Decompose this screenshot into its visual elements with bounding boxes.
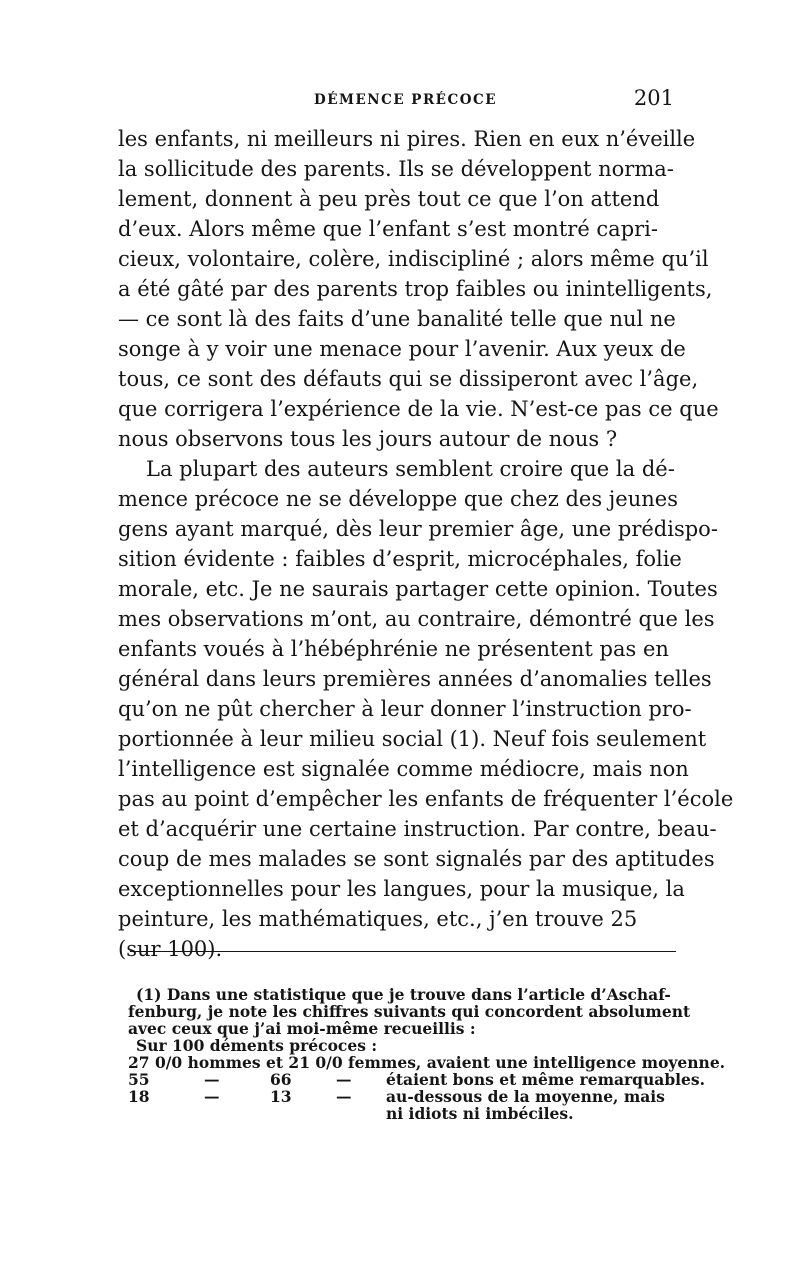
footnote-line: Sur 100 déments précoces : [136, 1036, 378, 1055]
body-line: d’eux. Alors même que l’enfant s’est montré capri- [118, 217, 658, 241]
body-line: pas au point d’empêcher les enfants de fréquenter l’école [118, 787, 734, 811]
page-number: 201 [633, 86, 674, 110]
body-line: qu’on ne pût chercher à leur donner l’instruction pro- [118, 697, 692, 721]
statistics-row [128, 1088, 676, 1105]
body-line: lement, donnent à peu près tout ce que l’on attend [118, 187, 660, 211]
body-line: mes observations m’ont, au contraire, démontré que les [118, 607, 715, 631]
body-line: que corrigera l’expérience de la vie. N’est-ce pas ce que [118, 397, 719, 421]
footnote-line: fenburg, je note les chiffres suivants qui concordent absolument [128, 1002, 691, 1021]
body-line: tous, ce sont des défauts qui se dissiperont avec l’âge, [118, 367, 699, 391]
footnote-line: 27 0/0 hommes et 21 0/0 femmes, avaient une intelligence moyenne. [128, 1053, 726, 1072]
ditto-dash: — [336, 1070, 352, 1089]
body-line: a été gâté par des parents trop faibles ou inintelligents, [118, 277, 713, 301]
footnote-line: ni idiots ni imbéciles. [386, 1104, 574, 1123]
statistics-description: étaient bons et même remarquables. [386, 1070, 706, 1089]
page-header [118, 88, 676, 120]
ditto-dash: — [204, 1087, 220, 1106]
body-line: peinture, les mathématiques, etc., j’en trouve 25 [118, 907, 638, 931]
body-line: nous observons tous les jours autour de nous ? [118, 427, 618, 451]
statistics-row [128, 1070, 706, 1089]
body-line: sition évidente : faibles d’esprit, microcéphales, folie [118, 547, 682, 571]
running-title: DÉMENCE PRÉCOCE [314, 92, 498, 108]
men-percentage: 18 [128, 1087, 150, 1106]
body-line: — ce sont là des faits d’une banalité telle que nul ne [118, 307, 676, 331]
body-line: mence précoce ne se développe que chez des jeunes [118, 487, 678, 511]
ditto-dash: — [336, 1087, 352, 1106]
footnote-separator [130, 951, 676, 952]
body-line: la sollicitude des parents. Ils se développent norma- [118, 157, 674, 181]
women-percentage: 66 [270, 1070, 292, 1089]
footnote-line: avec ceux que j’ai moi-même recueillis : [128, 1019, 476, 1038]
body-line: les enfants, ni meilleurs ni pires. Rien en eux n’éveille [118, 127, 696, 151]
body-line: (sur 100). [118, 937, 223, 961]
body-line: coup de mes malades se sont signalés par des aptitudes [118, 847, 715, 871]
body-line: cieux, volontaire, colère, indiscipliné ; alors même qu’il [118, 247, 709, 271]
women-percentage: 13 [270, 1087, 292, 1106]
statistics-description: au-dessous de la moyenne, mais [386, 1087, 665, 1106]
ditto-dash: — [204, 1070, 220, 1089]
body-line: exceptionnelles pour les langues, pour la musique, la [118, 877, 685, 901]
body-line: général dans leurs premières années d’anomalies telles [118, 667, 712, 691]
body-line: morale, etc. Je ne saurais partager cette opinion. Toutes [118, 577, 718, 601]
body-line: portionnée à leur milieu social (1). Neuf fois seulement [118, 727, 707, 751]
body-line: enfants voués à l’hébéphrénie ne présentent pas en [118, 637, 669, 661]
body-line: l’intelligence est signalée comme médiocre, mais non [118, 757, 689, 781]
body-line: gens ayant marqué, dès leur premier âge, une prédispo- [118, 517, 718, 541]
body-line: songe à y voir une menace pour l’avenir. Aux yeux de [118, 337, 686, 361]
men-percentage: 55 [128, 1070, 150, 1089]
footnote-line: (1) Dans une statistique que je trouve dans l’article d’Aschaf- [136, 985, 671, 1004]
paragraph-start-line: La plupart des auteurs semblent croire que la dé- [146, 457, 675, 481]
body-line: et d’acquérir une certaine instruction. Par contre, beau- [118, 817, 717, 841]
